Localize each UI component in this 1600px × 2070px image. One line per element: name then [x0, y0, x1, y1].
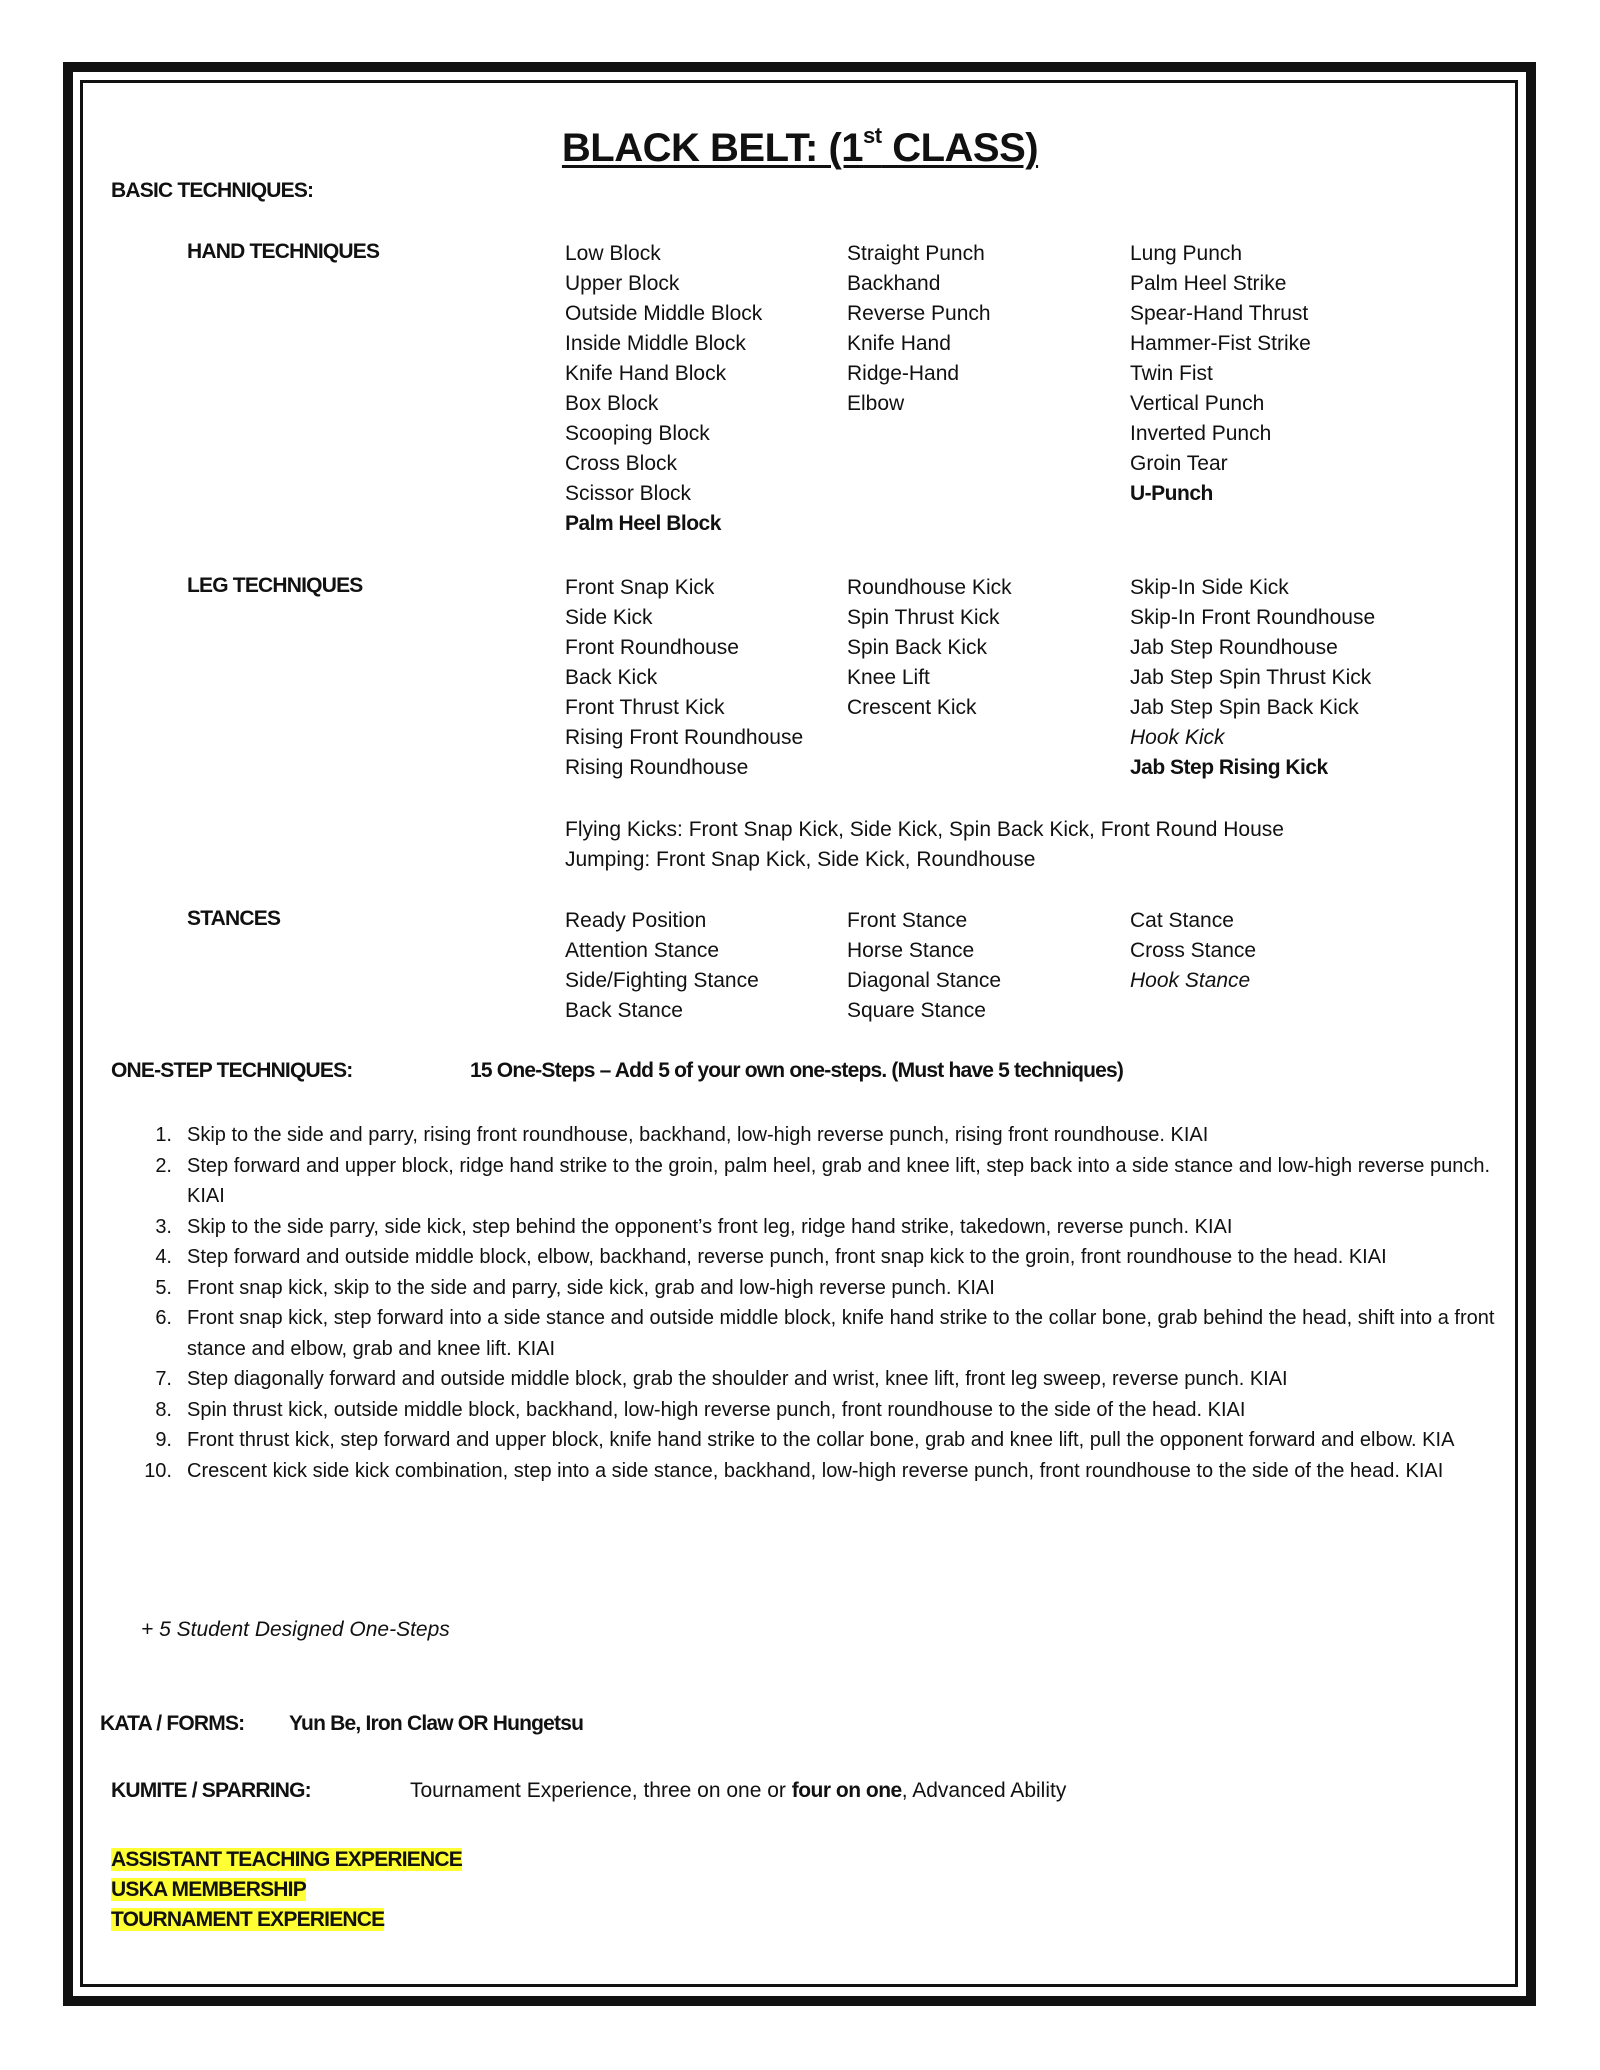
list-item: 3. Skip to the side parry, side kick, step behind the opponent’s front leg, ridge hand strike, takedown, reverse punch. KIAI: [155, 1215, 1233, 1238]
requirement-highlight: USKA MEMBERSHIP: [111, 1878, 306, 1901]
list-item: Backhand: [847, 272, 941, 295]
list-item: Skip-In Front Roundhouse: [1130, 606, 1376, 629]
list-item: Jab Step Spin Thrust Kick: [1130, 666, 1372, 689]
list-item: Cross Stance: [1130, 939, 1257, 962]
list-item: Spin Back Kick: [847, 636, 988, 659]
list-item: Reverse Punch: [847, 302, 991, 325]
list-item: Ready Position: [565, 909, 707, 932]
list-item: Vertical Punch: [1130, 392, 1265, 415]
list-item: Front Stance: [847, 909, 968, 932]
list-item: Elbow: [847, 392, 905, 415]
kata-value: Yun Be, Iron Claw OR Hungetsu: [289, 1712, 584, 1735]
hand-col-1: [565, 239, 762, 539]
list-item: Groin Tear: [1130, 452, 1228, 475]
one-step-heading: ONE-STEP TECHNIQUES:: [111, 1059, 353, 1082]
list-item: Ridge-Hand: [847, 362, 960, 385]
jumping-kicks-line: Jumping: Front Snap Kick, Side Kick, Roundhouse: [565, 848, 1036, 871]
hand-techniques-heading: HAND TECHNIQUES: [187, 240, 380, 263]
one-step-subtitle: 15 One-Steps – Add 5 of your own one-steps. (Must have 5 techniques): [470, 1059, 1124, 1082]
list-item: Spin Thrust Kick: [847, 606, 1000, 629]
list-item: Lung Punch: [1130, 242, 1243, 265]
list-item: 5. Front snap kick, skip to the side and parry, side kick, grab and low-high reverse punch. KIAI: [155, 1276, 995, 1299]
list-item: Cat Stance: [1130, 909, 1234, 932]
list-item: Skip-In Side Kick: [1130, 576, 1289, 599]
list-item: Front Thrust Kick: [565, 696, 725, 719]
list-item: Hammer-Fist Strike: [1130, 332, 1311, 355]
list-item: Knee Lift: [847, 666, 930, 689]
list-item: 1. Skip to the side and parry, rising front roundhouse, backhand, low-high reverse punch, rising front roundhouse. KIAI: [155, 1124, 1209, 1146]
list-item: Jab Step Spin Back Kick: [1130, 696, 1359, 719]
one-step-list: [130, 1120, 1515, 1486]
list-item: Front Roundhouse: [565, 636, 739, 659]
hand-col-3: [1130, 239, 1311, 509]
stances-col-1: [565, 906, 759, 1026]
leg-col-2: [847, 573, 1012, 723]
leg-col-3: [1130, 573, 1375, 783]
requirements-block: [111, 1845, 462, 1935]
requirement-highlight: TOURNAMENT EXPERIENCE: [111, 1908, 385, 1931]
list-item: Box Block: [565, 392, 659, 415]
list-item: Back Stance: [565, 999, 683, 1022]
list-item: Low Block: [565, 242, 661, 265]
list-item: Front Snap Kick: [565, 576, 715, 599]
list-item: Knife Hand Block: [565, 362, 727, 385]
list-item: 8. Spin thrust kick, outside middle block, backhand, low-high reverse punch, front roundhouse to the side of the head. KIAI: [155, 1398, 1246, 1421]
list-item: Diagonal Stance: [847, 969, 1002, 992]
list-item: Crescent Kick: [847, 696, 977, 719]
list-item: Hook Kick: [1130, 726, 1225, 749]
list-item: Back Kick: [565, 666, 658, 689]
list-item: 7. Step diagonally forward and outside middle block, grab the shoulder and wrist, knee lift, front leg sweep, reverse punch. KIAI: [155, 1368, 1288, 1390]
list-item: 2. Step forward and upper block, ridge hand strike to the groin, palm heel, grab and knee lift, step back into a side stance and low-high reverse punch. KIAI: [155, 1154, 1490, 1207]
list-item: Horse Stance: [847, 939, 975, 962]
list-item: Rising Roundhouse: [565, 756, 749, 779]
kumite-heading: KUMITE / SPARRING:: [111, 1779, 311, 1802]
list-item: Inverted Punch: [1130, 422, 1272, 445]
list-item: 6. Front snap kick, step forward into a side stance and outside middle block, knife hand strike to the collar bone, grab behind the head, shift into a front stance and elbow, grab and knee lift. KIAI: [155, 1307, 1495, 1360]
list-item: Hook Stance: [1130, 969, 1251, 992]
hand-col-2: [847, 239, 991, 419]
list-item: Roundhouse Kick: [847, 576, 1012, 599]
list-item: Spear-Hand Thrust: [1130, 302, 1309, 325]
list-item: Upper Block: [565, 272, 680, 295]
list-item: U-Punch: [1130, 482, 1213, 505]
list-item: Palm Heel Block: [565, 512, 721, 535]
page-title: BLACK BELT: (1st CLASS): [561, 123, 1039, 170]
student-one-steps-note: + 5 Student Designed One-Steps: [141, 1618, 450, 1641]
list-item: Straight Punch: [847, 242, 985, 265]
list-item: Jab Step Roundhouse: [1130, 636, 1338, 659]
list-item: Knife Hand: [847, 332, 951, 355]
flying-jumping-kicks: [565, 815, 1284, 875]
stances-col-2: [847, 906, 1001, 1026]
list-item: Attention Stance: [565, 939, 720, 962]
list-item: Side Kick: [565, 606, 653, 629]
list-item: Cross Block: [565, 452, 678, 475]
kumite-value: Tournament Experience, three on one or four on one, Advanced Ability: [410, 1779, 1067, 1802]
list-item: Jab Step Rising Kick: [1130, 756, 1328, 779]
leg-col-1: [565, 573, 803, 783]
basic-techniques-heading: BASIC TECHNIQUES:: [111, 179, 314, 202]
list-item: Scissor Block: [565, 482, 692, 505]
list-item: 9. Front thrust kick, step forward and upper block, knife hand strike to the collar bone, grab and knee lift, pull the opponent forward and elbow. KIA: [155, 1429, 1455, 1451]
list-item: Scooping Block: [565, 422, 710, 445]
stances-col-3: [1130, 906, 1256, 996]
list-item: Twin Fist: [1130, 362, 1213, 385]
list-item: 4. Step forward and outside middle block, elbow, backhand, reverse punch, front snap kick to the groin, front roundhouse to the head. KIAI: [155, 1246, 1387, 1268]
kata-heading: KATA / FORMS:: [100, 1712, 245, 1735]
list-item: Rising Front Roundhouse: [565, 726, 804, 749]
leg-techniques-heading: LEG TECHNIQUES: [187, 574, 363, 597]
list-item: Palm Heel Strike: [1130, 272, 1287, 295]
stances-heading: STANCES: [187, 907, 281, 930]
list-item: 10. Crescent kick side kick combination, step into a side stance, backhand, low-high reverse punch, front roundhouse to the side of the head. KIAI: [144, 1459, 1444, 1482]
list-item: Side/Fighting Stance: [565, 969, 759, 992]
list-item: Inside Middle Block: [565, 332, 746, 355]
list-item: Outside Middle Block: [565, 302, 763, 325]
list-item: Square Stance: [847, 999, 986, 1022]
requirement-highlight: ASSISTANT TEACHING EXPERIENCE: [111, 1848, 462, 1871]
flying-kicks-line: Flying Kicks: Front Snap Kick, Side Kick, Spin Back Kick, Front Round House: [565, 818, 1284, 841]
